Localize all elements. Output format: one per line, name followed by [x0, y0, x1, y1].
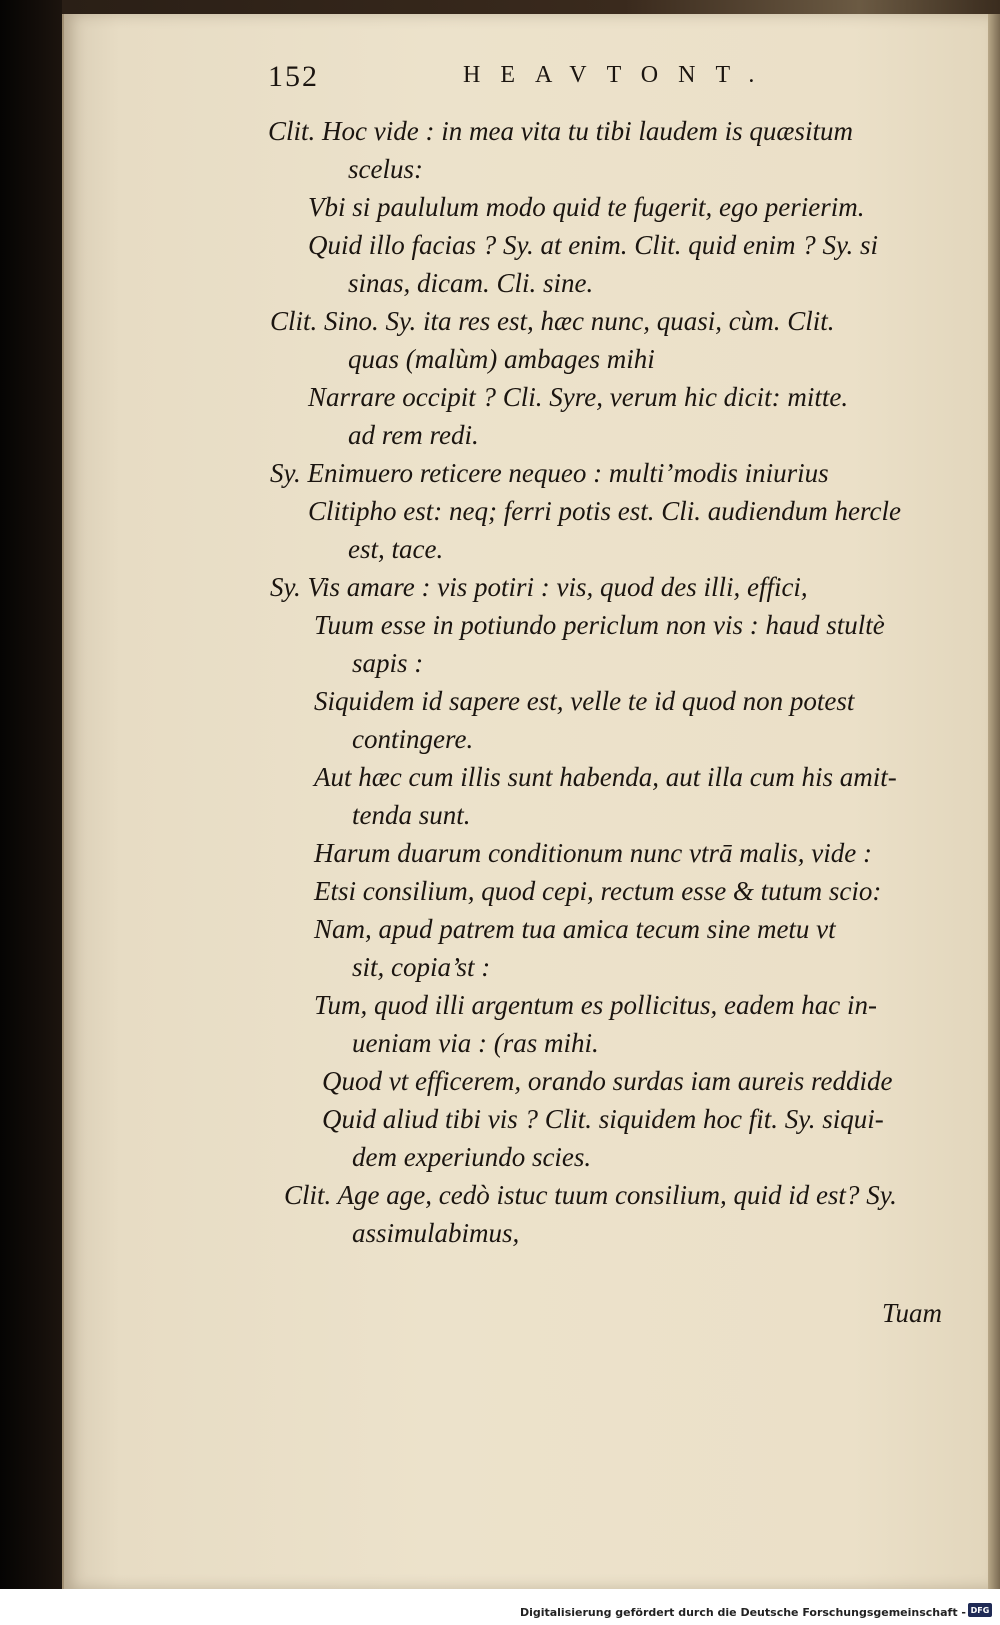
page-number: 152 [268, 60, 319, 93]
text-line: Clit. Hoc vide : in mea vita tu tibi laudem is quæsitum [268, 116, 853, 146]
text-line: est, tace. [348, 534, 444, 564]
text-line: Clit. Sino. Sy. ita res est, hæc nunc, quasi, cùm. Clit. [270, 306, 835, 336]
text-line: quas (malùm) ambages mihi [348, 344, 655, 374]
text-line: Nam, apud patrem tua amica tecum sine metu vt [314, 914, 836, 944]
page-right-edge [988, 14, 1000, 1589]
page-header [268, 60, 958, 96]
text-line: ueniam via : (ras mihi. [352, 1028, 599, 1058]
text-line: Sy. Enimuero reticere nequeo : multi’modis iniurius [270, 458, 829, 488]
text-line: Sy. Vis amare : vis potiri : vis, quod des illi, effici, [270, 572, 808, 602]
text-line: Clitipho est: neq; ferri potis est. Cli. audiendum hercle [308, 496, 901, 526]
text-line: Narrare occipit ? Cli. Syre, verum hic dicit: mitte. [308, 382, 849, 412]
text-line: scelus: [348, 154, 423, 184]
text-line: ad rem redi. [348, 420, 479, 450]
text-line: Tuum esse in potiundo periclum non vis : haud stultè [314, 610, 885, 640]
text-line: sapis : [352, 648, 424, 678]
book-binding-left [0, 0, 62, 1625]
text-line: sit, copia’st : [352, 952, 491, 982]
text-line: Vbi si paululum modo quid te fugerit, ego perierim. [308, 192, 865, 222]
text-line: dem experiundo scies. [352, 1142, 592, 1172]
text-line: Siquidem id sapere est, velle te id quod non potest [314, 686, 855, 716]
text-line: tenda sunt. [352, 800, 471, 830]
catchword: Tuam [881, 1298, 942, 1328]
text-line: Harum duarum conditionum nunc vtrā malis, vide : [314, 838, 872, 868]
text-line: Etsi consilium, quod cepi, rectum esse & tutum scio: [314, 876, 882, 906]
text-line: Quid illo facias ? Sy. at enim. Clit. quid enim ? Sy. si [308, 230, 878, 260]
book-top-edge [62, 0, 1000, 14]
text-line: contingere. [352, 724, 474, 754]
text-line: Aut hæc cum illis sunt habenda, aut illa cum his amit- [314, 762, 897, 792]
digitization-credit: Digitalisierung gefördert durch die Deutsche Forschungsgemeinschaft - [519, 1606, 966, 1619]
text-line: Quid aliud tibi vis ? Clit. siquidem hoc fit. Sy. siqui- [322, 1104, 884, 1134]
text-line: assimulabimus, [352, 1218, 520, 1248]
text-line: Quod vt efficerem, orando surdas iam aureis reddide [322, 1066, 893, 1096]
running-title: HEAVTONT. [463, 62, 775, 88]
text-line: sinas, dicam. Cli. sine. [348, 268, 594, 298]
dfg-logo: DFG [968, 1603, 992, 1617]
text-line: Tum, quod illi argentum es pollicitus, eadem hac in- [314, 990, 877, 1020]
text-line: Clit. Age age, cedò istuc tuum consilium, quid id est? Sy. [284, 1180, 897, 1210]
